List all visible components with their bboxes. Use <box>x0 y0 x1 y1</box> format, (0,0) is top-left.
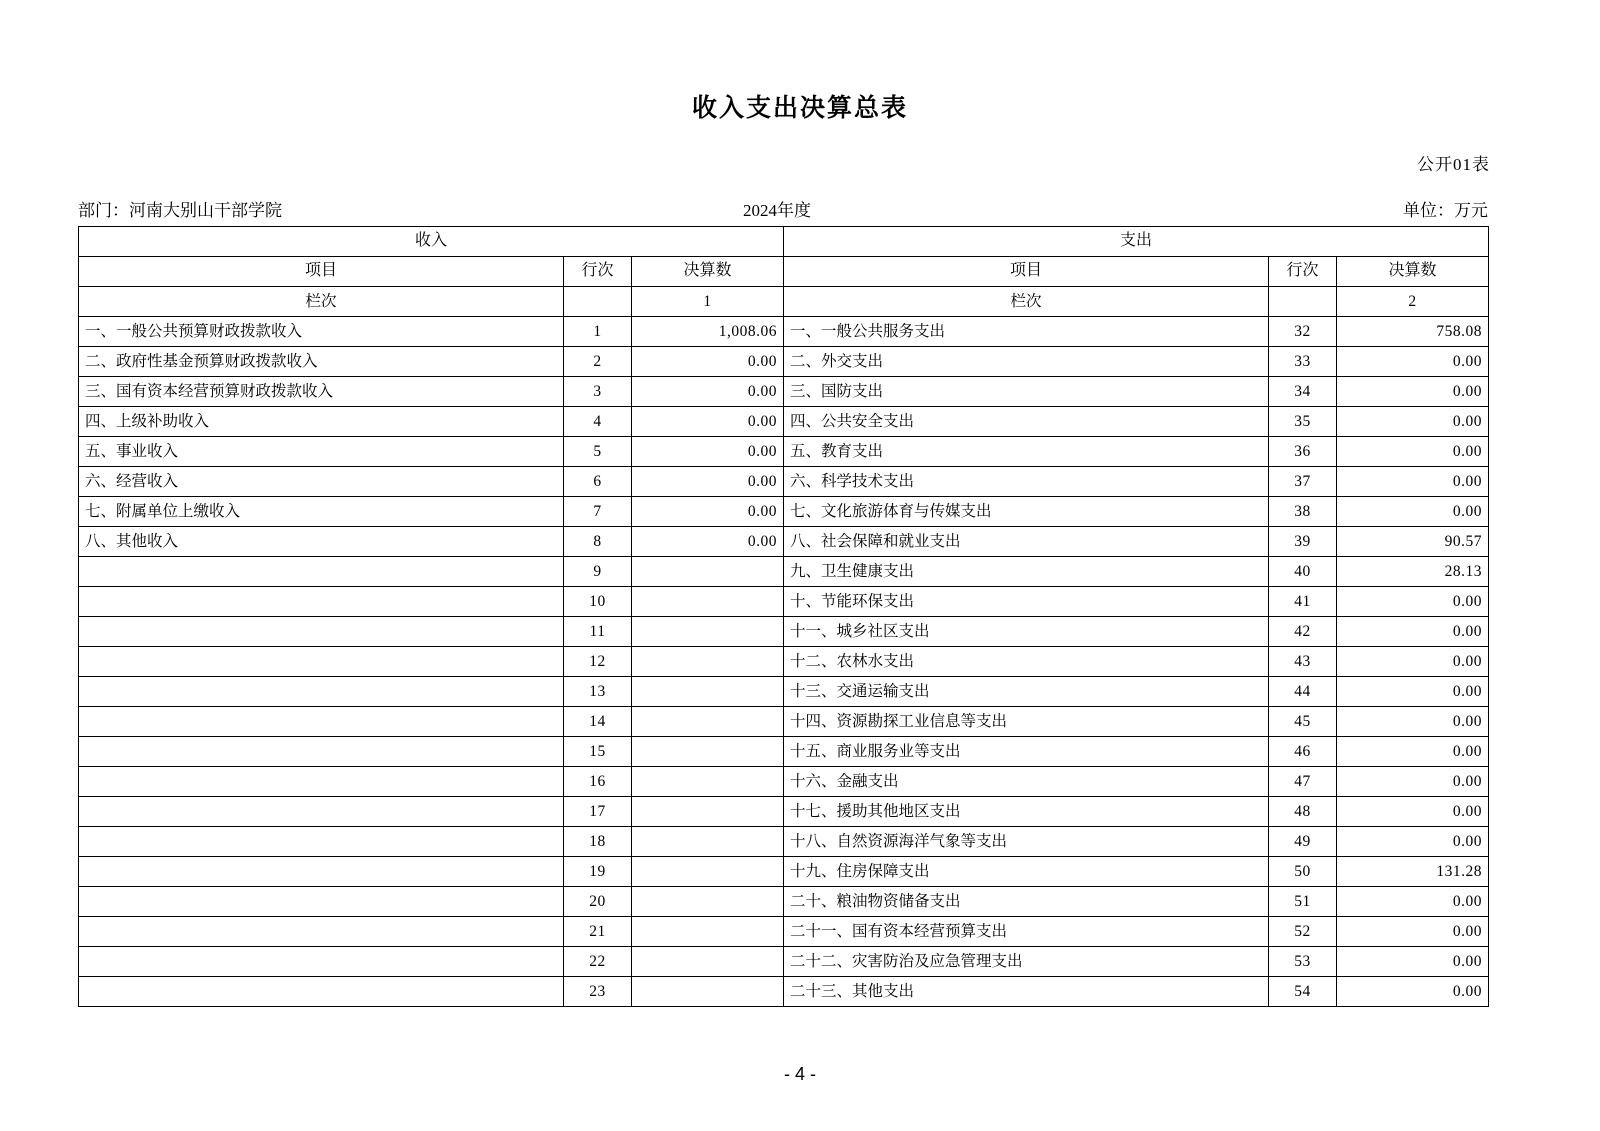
expenditure-amount-cell: 0.00 <box>1337 977 1489 1007</box>
income-amount-cell: 0.00 <box>632 527 784 557</box>
income-item-cell: 七、附属单位上缴收入 <box>79 497 564 527</box>
expenditure-amount-cell: 0.00 <box>1337 767 1489 797</box>
income-item-cell: 一、一般公共预算财政拨款收入 <box>79 317 564 347</box>
currency-unit-label: 单位：万元 <box>1403 201 1488 220</box>
income-line-cell: 9 <box>564 557 632 587</box>
budget-table-wrapper <box>78 226 1488 1007</box>
expenditure-line-cell: 48 <box>1269 797 1337 827</box>
table-row <box>79 317 1489 347</box>
expenditure-line-cell: 42 <box>1269 617 1337 647</box>
income-item-cell <box>79 797 564 827</box>
table-row <box>79 467 1489 497</box>
lan-label-expenditure: 栏次 <box>784 287 1269 317</box>
income-item-cell <box>79 677 564 707</box>
income-line-cell: 12 <box>564 647 632 677</box>
expenditure-amount-cell: 0.00 <box>1337 887 1489 917</box>
table-row <box>79 407 1489 437</box>
income-amount-cell <box>632 917 784 947</box>
income-line-cell: 5 <box>564 437 632 467</box>
income-item-cell: 八、其他收入 <box>79 527 564 557</box>
expenditure-item-cell: 二、外交支出 <box>784 347 1269 377</box>
income-amount-cell: 0.00 <box>632 497 784 527</box>
column-header-income-item: 项目 <box>79 257 564 287</box>
expenditure-line-cell: 41 <box>1269 587 1337 617</box>
column-header-expenditure-line: 行次 <box>1269 257 1337 287</box>
expenditure-line-cell: 47 <box>1269 767 1337 797</box>
income-amount-cell: 0.00 <box>632 377 784 407</box>
group-header-expenditure: 支出 <box>784 227 1489 257</box>
income-amount-cell <box>632 827 784 857</box>
expenditure-amount-cell: 131.28 <box>1337 857 1489 887</box>
expenditure-line-cell: 36 <box>1269 437 1337 467</box>
form-code-label: 公开01表 <box>1417 155 1490 174</box>
table-row <box>79 797 1489 827</box>
expenditure-amount-cell: 0.00 <box>1337 827 1489 857</box>
income-item-cell <box>79 707 564 737</box>
table-row <box>79 437 1489 467</box>
income-line-cell: 23 <box>564 977 632 1007</box>
income-line-cell: 7 <box>564 497 632 527</box>
lan-blank-income <box>564 287 632 317</box>
expenditure-item-cell: 十九、住房保障支出 <box>784 857 1269 887</box>
income-expenditure-table <box>78 226 1489 1007</box>
income-line-cell: 18 <box>564 827 632 857</box>
table-row <box>79 617 1489 647</box>
expenditure-line-cell: 49 <box>1269 827 1337 857</box>
expenditure-item-cell: 二十三、其他支出 <box>784 977 1269 1007</box>
group-header-row <box>79 227 1489 257</box>
table-row <box>79 947 1489 977</box>
expenditure-item-cell: 十七、援助其他地区支出 <box>784 797 1269 827</box>
expenditure-item-cell: 十二、农林水支出 <box>784 647 1269 677</box>
expenditure-amount-cell: 0.00 <box>1337 947 1489 977</box>
lan-column-income: 1 <box>632 287 784 317</box>
income-amount-cell: 0.00 <box>632 347 784 377</box>
expenditure-amount-cell: 0.00 <box>1337 407 1489 437</box>
income-item-cell <box>79 887 564 917</box>
income-item-cell: 四、上级补助收入 <box>79 407 564 437</box>
income-line-cell: 10 <box>564 587 632 617</box>
income-line-cell: 2 <box>564 347 632 377</box>
income-line-cell: 3 <box>564 377 632 407</box>
income-amount-cell <box>632 617 784 647</box>
table-row <box>79 767 1489 797</box>
expenditure-line-cell: 40 <box>1269 557 1337 587</box>
page-title: 收入支出决算总表 <box>691 94 908 122</box>
income-line-cell: 22 <box>564 947 632 977</box>
table-row <box>79 527 1489 557</box>
income-amount-cell: 1,008.06 <box>632 317 784 347</box>
income-amount-cell: 0.00 <box>632 437 784 467</box>
income-amount-cell <box>632 737 784 767</box>
expenditure-item-cell: 六、科学技术支出 <box>784 467 1269 497</box>
lan-blank-expenditure <box>1269 287 1337 317</box>
income-amount-cell <box>632 887 784 917</box>
expenditure-amount-cell: 0.00 <box>1337 737 1489 767</box>
income-item-cell: 五、事业收入 <box>79 437 564 467</box>
expenditure-amount-cell: 758.08 <box>1337 317 1489 347</box>
expenditure-amount-cell: 0.00 <box>1337 347 1489 377</box>
income-item-cell <box>79 977 564 1007</box>
income-amount-cell <box>632 557 784 587</box>
expenditure-amount-cell: 0.00 <box>1337 707 1489 737</box>
expenditure-item-cell: 三、国防支出 <box>784 377 1269 407</box>
expenditure-amount-cell: 0.00 <box>1337 647 1489 677</box>
expenditure-line-cell: 35 <box>1269 407 1337 437</box>
income-item-cell <box>79 737 564 767</box>
expenditure-line-cell: 46 <box>1269 737 1337 767</box>
expenditure-line-cell: 32 <box>1269 317 1337 347</box>
expenditure-amount-cell: 0.00 <box>1337 497 1489 527</box>
income-amount-cell <box>632 707 784 737</box>
expenditure-item-cell: 十四、资源勘探工业信息等支出 <box>784 707 1269 737</box>
table-row <box>79 557 1489 587</box>
expenditure-amount-cell: 0.00 <box>1337 587 1489 617</box>
income-line-cell: 4 <box>564 407 632 437</box>
income-line-cell: 15 <box>564 737 632 767</box>
expenditure-line-cell: 53 <box>1269 947 1337 977</box>
table-row <box>79 497 1489 527</box>
expenditure-line-cell: 39 <box>1269 527 1337 557</box>
income-item-cell <box>79 557 564 587</box>
expenditure-line-cell: 34 <box>1269 377 1337 407</box>
expenditure-item-cell: 一、一般公共服务支出 <box>784 317 1269 347</box>
expenditure-line-cell: 37 <box>1269 467 1337 497</box>
income-line-cell: 6 <box>564 467 632 497</box>
column-header-income-line: 行次 <box>564 257 632 287</box>
expenditure-item-cell: 七、文化旅游体育与传媒支出 <box>784 497 1269 527</box>
income-item-cell: 三、国有资本经营预算财政拨款收入 <box>79 377 564 407</box>
income-amount-cell <box>632 767 784 797</box>
table-row <box>79 857 1489 887</box>
income-amount-cell <box>632 677 784 707</box>
income-amount-cell: 0.00 <box>632 467 784 497</box>
income-amount-cell <box>632 977 784 1007</box>
column-header-expenditure-item: 项目 <box>784 257 1269 287</box>
expenditure-item-cell: 十五、商业服务业等支出 <box>784 737 1269 767</box>
income-line-cell: 20 <box>564 887 632 917</box>
income-item-cell <box>79 917 564 947</box>
expenditure-amount-cell: 0.00 <box>1337 617 1489 647</box>
income-item-cell <box>79 947 564 977</box>
income-item-cell: 二、政府性基金预算财政拨款收入 <box>79 347 564 377</box>
income-line-cell: 13 <box>564 677 632 707</box>
lan-column-expenditure: 2 <box>1337 287 1489 317</box>
expenditure-amount-cell: 0.00 <box>1337 467 1489 497</box>
expenditure-line-cell: 52 <box>1269 917 1337 947</box>
income-amount-cell: 0.00 <box>632 407 784 437</box>
table-row <box>79 917 1489 947</box>
expenditure-item-cell: 十八、自然资源海洋气象等支出 <box>784 827 1269 857</box>
table-row <box>79 677 1489 707</box>
table-row <box>79 587 1489 617</box>
column-header-income-amount: 决算数 <box>632 257 784 287</box>
expenditure-item-cell: 十、节能环保支出 <box>784 587 1269 617</box>
income-line-cell: 21 <box>564 917 632 947</box>
fiscal-year-label: 2024年度 <box>743 201 811 220</box>
income-line-cell: 17 <box>564 797 632 827</box>
column-header-expenditure-amount: 决算数 <box>1337 257 1489 287</box>
expenditure-line-cell: 50 <box>1269 857 1337 887</box>
income-item-cell <box>79 617 564 647</box>
income-line-cell: 14 <box>564 707 632 737</box>
table-row <box>79 827 1489 857</box>
expenditure-item-cell: 二十、粮油物资储备支出 <box>784 887 1269 917</box>
expenditure-line-cell: 45 <box>1269 707 1337 737</box>
table-row <box>79 707 1489 737</box>
expenditure-item-cell: 二十二、灾害防治及应急管理支出 <box>784 947 1269 977</box>
table-row <box>79 737 1489 767</box>
page-number-footer: - 4 - <box>783 1064 816 1084</box>
table-row <box>79 347 1489 377</box>
income-line-cell: 16 <box>564 767 632 797</box>
income-item-cell: 六、经营收入 <box>79 467 564 497</box>
income-item-cell <box>79 857 564 887</box>
expenditure-amount-cell: 0.00 <box>1337 437 1489 467</box>
income-amount-cell <box>632 587 784 617</box>
income-item-cell <box>79 647 564 677</box>
expenditure-line-cell: 51 <box>1269 887 1337 917</box>
expenditure-amount-cell: 0.00 <box>1337 917 1489 947</box>
expenditure-line-cell: 54 <box>1269 977 1337 1007</box>
income-line-cell: 8 <box>564 527 632 557</box>
department-label: 部门：河南大别山干部学院 <box>78 201 282 220</box>
expenditure-amount-cell: 0.00 <box>1337 797 1489 827</box>
column-header-row <box>79 257 1489 287</box>
lan-label-income: 栏次 <box>79 287 564 317</box>
expenditure-amount-cell: 0.00 <box>1337 377 1489 407</box>
expenditure-amount-cell: 28.13 <box>1337 557 1489 587</box>
expenditure-item-cell: 四、公共安全支出 <box>784 407 1269 437</box>
expenditure-item-cell: 五、教育支出 <box>784 437 1269 467</box>
income-line-cell: 19 <box>564 857 632 887</box>
table-row <box>79 977 1489 1007</box>
group-header-income: 收入 <box>79 227 784 257</box>
expenditure-item-cell: 十六、金融支出 <box>784 767 1269 797</box>
table-row <box>79 887 1489 917</box>
column-number-row <box>79 287 1489 317</box>
expenditure-amount-cell: 90.57 <box>1337 527 1489 557</box>
expenditure-item-cell: 八、社会保障和就业支出 <box>784 527 1269 557</box>
expenditure-line-cell: 33 <box>1269 347 1337 377</box>
expenditure-line-cell: 44 <box>1269 677 1337 707</box>
income-amount-cell <box>632 797 784 827</box>
income-item-cell <box>79 827 564 857</box>
income-amount-cell <box>632 647 784 677</box>
income-line-cell: 1 <box>564 317 632 347</box>
expenditure-amount-cell: 0.00 <box>1337 677 1489 707</box>
table-row <box>79 377 1489 407</box>
table-row <box>79 647 1489 677</box>
expenditure-line-cell: 43 <box>1269 647 1337 677</box>
expenditure-item-cell: 十三、交通运输支出 <box>784 677 1269 707</box>
expenditure-item-cell: 二十一、国有资本经营预算支出 <box>784 917 1269 947</box>
expenditure-line-cell: 38 <box>1269 497 1337 527</box>
expenditure-item-cell: 九、卫生健康支出 <box>784 557 1269 587</box>
income-line-cell: 11 <box>564 617 632 647</box>
income-item-cell <box>79 587 564 617</box>
income-amount-cell <box>632 857 784 887</box>
expenditure-item-cell: 十一、城乡社区支出 <box>784 617 1269 647</box>
meta-row <box>78 196 1488 220</box>
income-item-cell <box>79 767 564 797</box>
income-amount-cell <box>632 947 784 977</box>
